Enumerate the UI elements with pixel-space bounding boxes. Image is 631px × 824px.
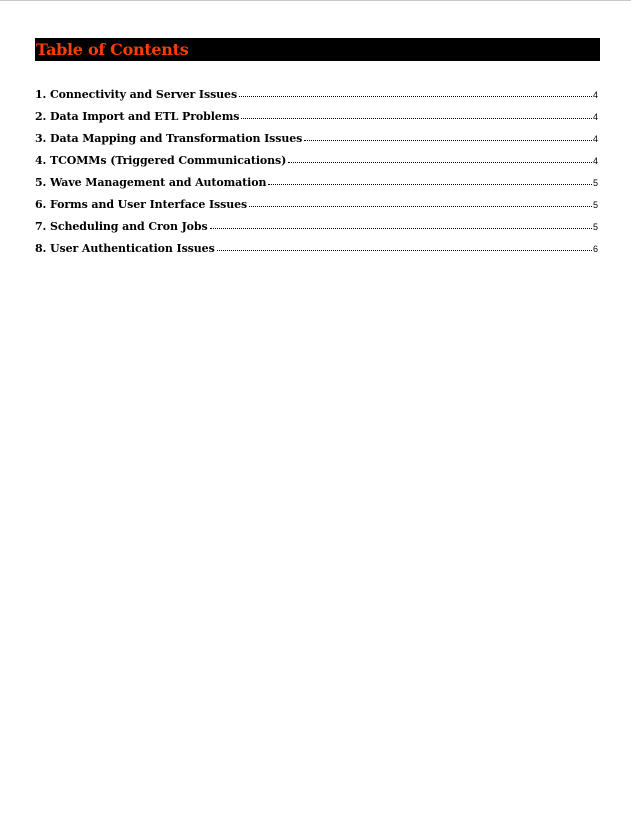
toc-dot-leader	[288, 161, 592, 163]
toc-page-number: 5	[592, 178, 598, 188]
toc-dot-leader	[210, 227, 592, 229]
toc-entry[interactable]	[35, 196, 598, 218]
toc-entry[interactable]	[35, 174, 598, 196]
toc-page-number: 4	[592, 90, 598, 100]
toc-page-number: 4	[592, 156, 598, 166]
toc-page-number: 4	[592, 112, 598, 122]
toc-dot-leader	[268, 183, 592, 185]
toc-page-number: 4	[592, 134, 598, 144]
toc-page-number: 5	[592, 200, 598, 210]
toc-dot-leader	[217, 249, 592, 251]
toc-entry[interactable]	[35, 108, 598, 130]
toc-entry[interactable]	[35, 218, 598, 240]
toc-entry-label: 7. Scheduling and Cron Jobs	[35, 220, 208, 233]
toc-entry-label: 3. Data Mapping and Transformation Issues	[35, 132, 303, 145]
toc-entry-label: 4. TCOMMs (Triggered Communications)	[35, 154, 287, 167]
toc-dot-leader	[304, 139, 592, 141]
toc-entry-label: 8. User Authentication Issues	[35, 242, 215, 255]
toc-entry[interactable]	[35, 86, 598, 108]
toc-entry[interactable]	[35, 152, 598, 174]
toc-entry[interactable]	[35, 130, 598, 152]
toc-list	[35, 86, 598, 262]
page-top-border	[0, 0, 631, 1]
toc-entry-label: 6. Forms and User Interface Issues	[35, 198, 248, 211]
toc-dot-leader	[249, 205, 592, 207]
toc-dot-leader	[241, 117, 592, 119]
toc-page-number: 5	[592, 222, 598, 232]
toc-dot-leader	[239, 95, 592, 97]
toc-entry-label: 2. Data Import and ETL Problems	[35, 110, 240, 123]
toc-heading-bar	[35, 38, 600, 61]
toc-entry[interactable]	[35, 240, 598, 262]
toc-entry-label: 1. Connectivity and Server Issues	[35, 88, 238, 101]
page-title: Table of Contents	[36, 40, 189, 59]
toc-page-number: 6	[592, 244, 598, 254]
toc-entry-label: 5. Wave Management and Automation	[35, 176, 267, 189]
